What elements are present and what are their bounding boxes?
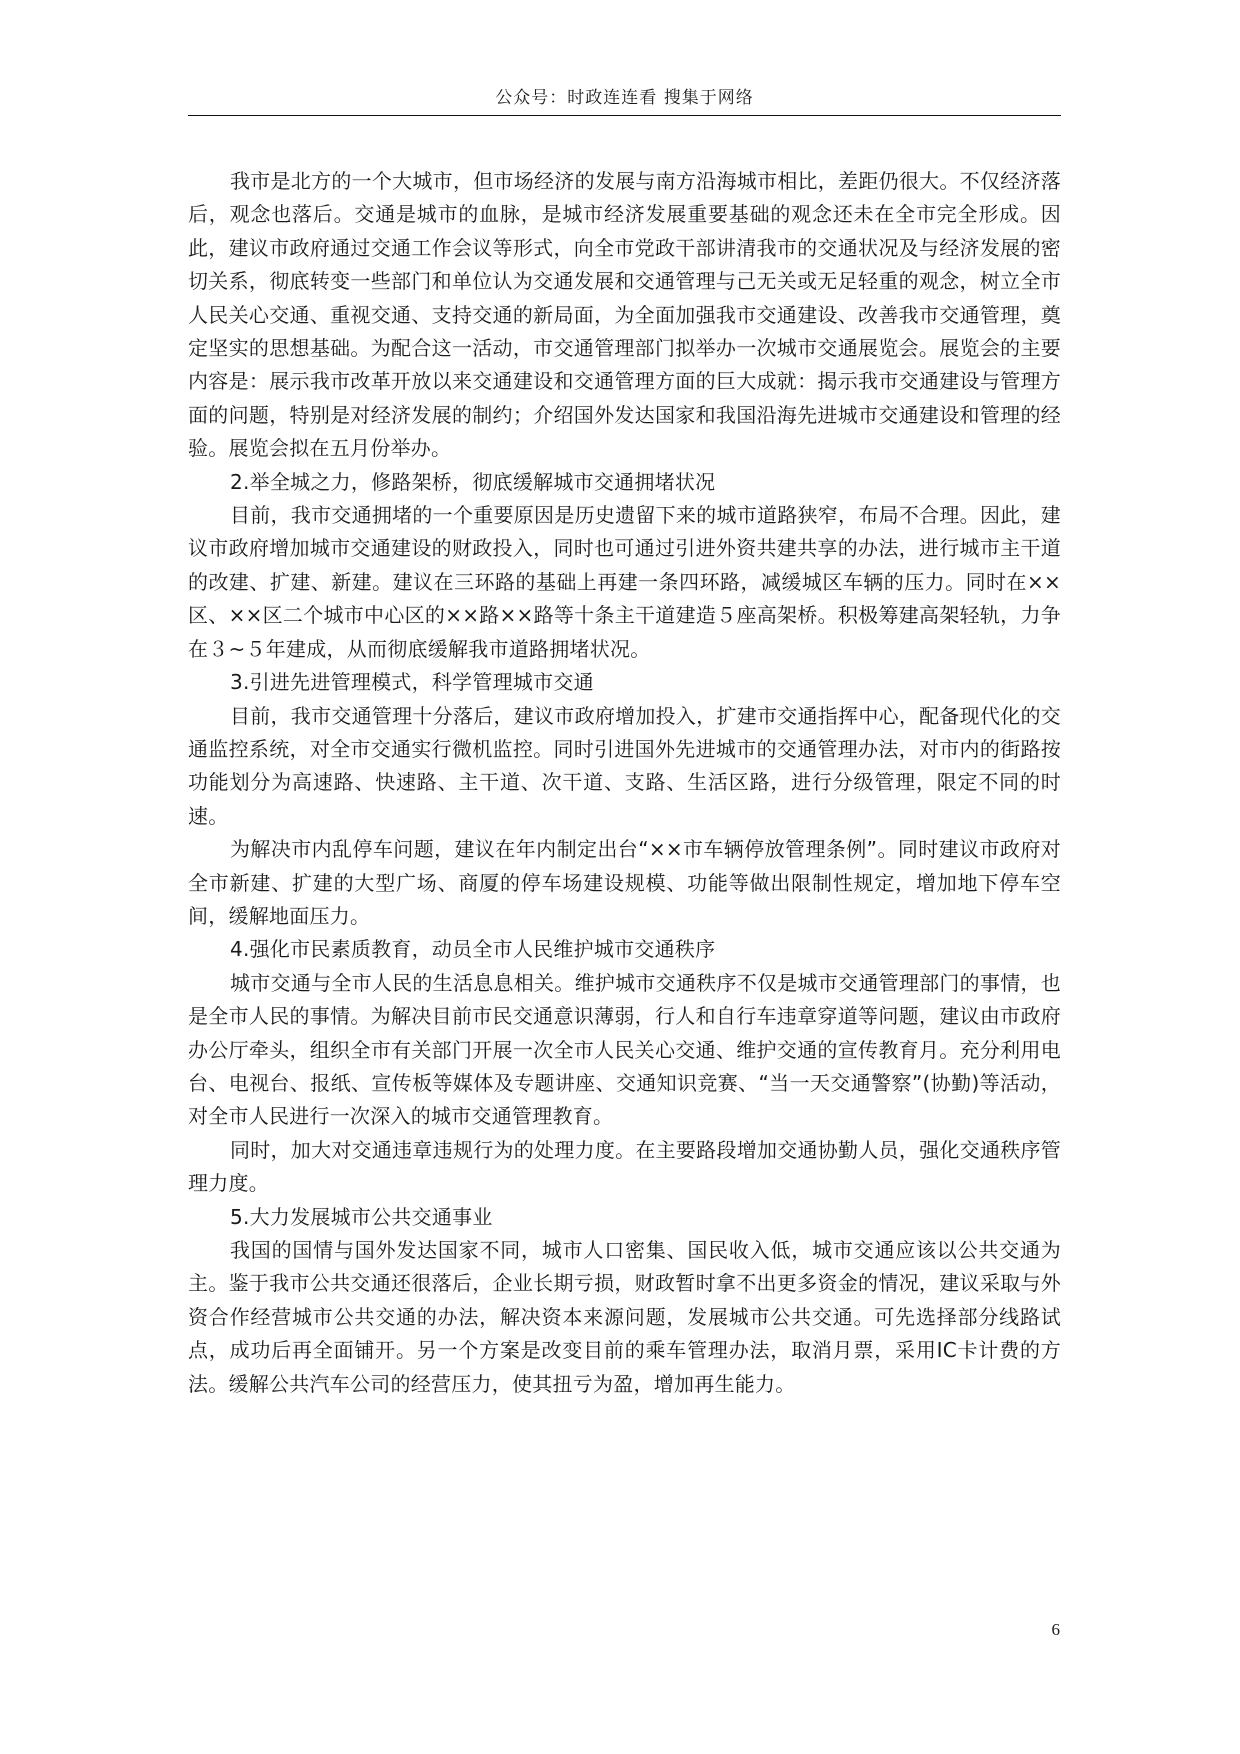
paragraph-citizen-education: 城市交通与全市人民的生活息息相关。维护城市交通秩序不仅是城市交通管理部门的事情，也是全市人民的事情。为解决目前市民交通意识薄弱，行人和自行车违章穿道等问题，建议由市政府办公厅牵头，组织全市有关部门开展一次全市人民关心交通、维护交通的宣传教育月。充分利用电台、电视台、报纸、宣传板等媒体及专题讲座、交通知识竞赛、“当一天交通警察”(协勤)等活动，对全市人民进行一次深入的城市交通管理教育。 (188, 970, 1061, 1129)
paragraph-road-construction: 目前，我市交通拥堵的一个重要原因是历史遗留下来的城市道路狭窄，布局不合理。因此，建议市政府增加城市交通建设的财政投入，同时也可通过引进外资共建共享的办法，进行城市主干道的改建、扩建、新建。建议在三环路的基础上再建一条四环路，减缓城区车辆的压力。同时在××区、××区二个城市中心区的××路××路等十条主干道建造５座高架桥。积极筹建高架轻轨，力争在３~５年建成，从而彻底缓解我市道路拥堵状况。 (188, 503, 1061, 661)
paragraph-enforcement: 同时，加大对交通违章违规行为的处理力度。在主要路段增加交通协勤人员，强化交通秩序管理力度。 (188, 1137, 1061, 1196)
document-body (188, 165, 1061, 1401)
page-number: 6 (1051, 1620, 1060, 1639)
paragraph-public-transit: 我国的国情与国外发达国家不同，城市人口密集、国民收入低，城市交通应该以公共交通为主。鉴于我市公共交通还很落后，企业长期亏损，财政暂时拿不出更多资金的情况，建议采取与外资合作经营城市公共交通的办法，解决资本来源问题，发展城市公共交通。可先选择部分线路试点，成功后再全面铺开。另一个方案是改变目前的乘车管理办法，取消月票，采用IC卡计费的方法。缓解公共汽车公司的经营压力，使其扭亏为盈，增加再生能力。 (188, 1238, 1061, 1396)
paragraph-exhibition: 我市是北方的一个大城市，但市场经济的发展与南方沿海城市相比，差距仍很大。不仅经济落后，观念也落后。交通是城市的血脉，是城市经济发展重要基础的观念还未在全市完全形成。因此，建议市政府通过交通工作会议等形式，向全市党政干部讲清我市的交通状况及与经济发展的密切关系，彻底转变一些部门和单位认为交通发展和交通管理与己无关或无足轻重的观念，树立全市人民关心交通、重视交通、支持交通的新局面，为全面加强我市交通建设、改善我市交通管理，奠定坚实的思想基础。为配合这一活动，市交通管理部门拟举办一次城市交通展览会。展览会的主要内容是：展示我市改革开放以来交通建设和交通管理方面的巨大成就：揭示我市交通建设与管理方面的问题，特别是对经济发展的制约；介绍国外发达国家和我国沿海先进城市交通建设和管理的经验。展览会拟在五月份举办。 (188, 169, 1061, 461)
paragraph-parking: 为解决市内乱停车问题，建议在年内制定出台“××市车辆停放管理条例”。同时建议市政府对全市新建、扩建的大型广场、商厦的停车场建设规模、功能等做出限制性规定，增加地下停车空间，缓解地面压力。 (188, 837, 1061, 928)
section-heading-5: 5.大力发展城市公共交通事业 (230, 1204, 493, 1229)
paragraph-traffic-management: 目前，我市交通管理十分落后，建议市政府增加投入，扩建市交通指挥中心，配备现代化的交通监控系统，对全市交通实行微机监控。同时引进国外先进城市的交通管理办法，对市内的街路按功能划分为高速路、快速路、主干道、次干道、支路、生活区路，进行分级管理，限定不同的时速。 (188, 703, 1061, 828)
section-heading-4: 4.强化市民素质教育，动员全市人民维护城市交通秩序 (230, 937, 716, 962)
header-divider (188, 115, 1061, 116)
section-heading-3: 3.引进先进管理模式，科学管理城市交通 (230, 670, 594, 695)
section-heading-2: 2.举全城之力，修路架桥，彻底缓解城市交通拥堵状况 (230, 469, 716, 494)
page-header: 公众号：时政连连看 搜集于网络 (495, 88, 754, 108)
